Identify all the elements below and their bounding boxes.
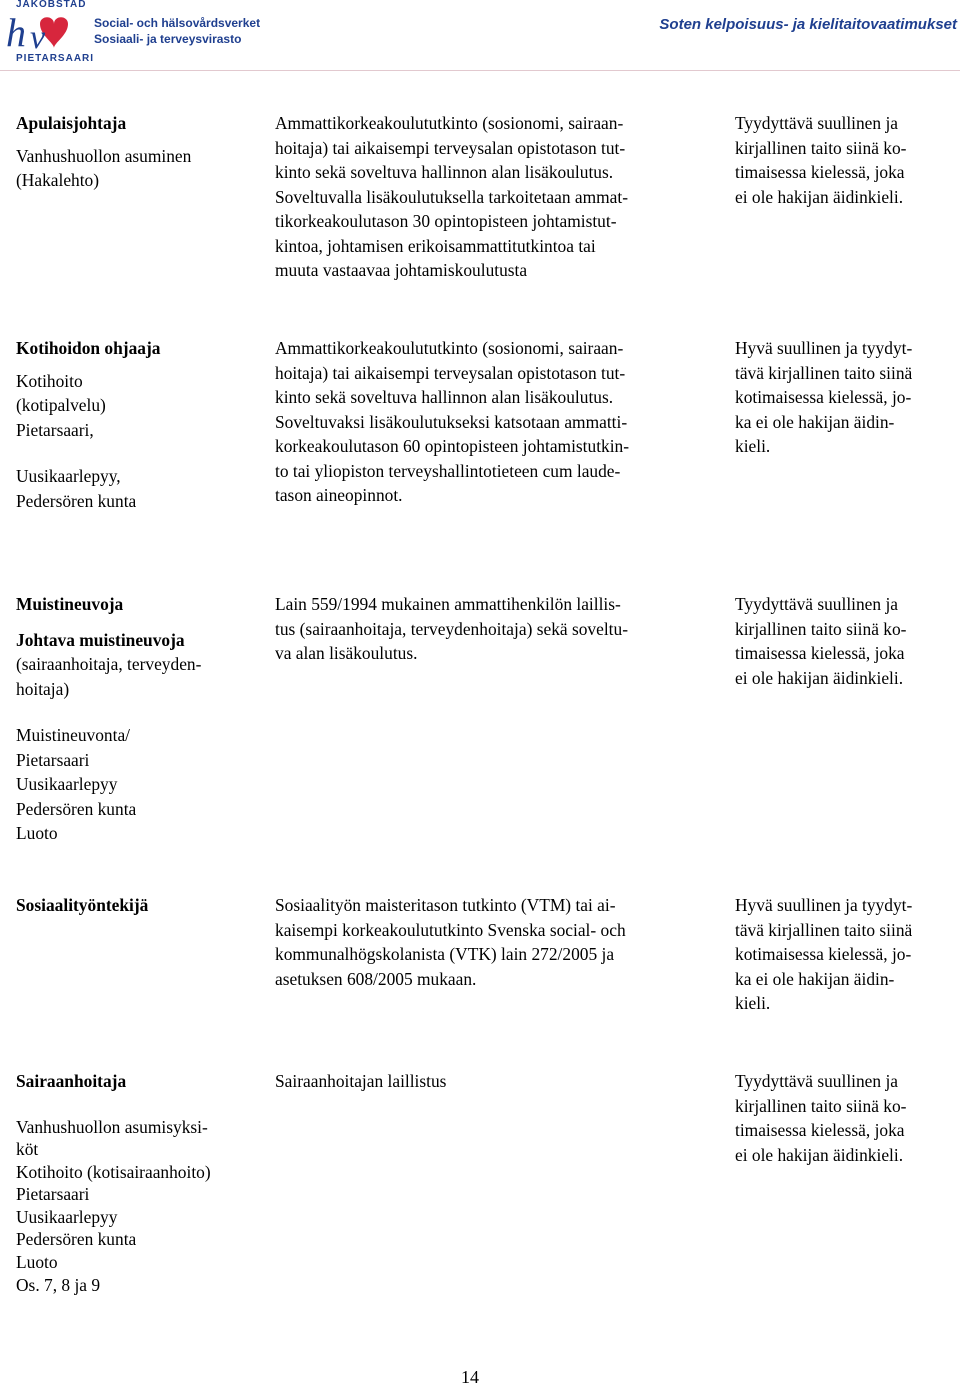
position-subtitle: Johtava muistineuvoja — [16, 629, 185, 650]
organization-name-swedish: Social- och hälsovårdsverket — [94, 16, 261, 30]
qualification-cell — [275, 111, 715, 283]
language-line: ei ole hakijan äidinkieli. — [735, 186, 904, 207]
language-line: ei ole hakijan äidinkieli. — [735, 667, 904, 688]
qualification-line: Sosiaalityön maisteritason tutkinto (VTM) tai ai- — [275, 895, 616, 915]
qualification-cell — [275, 336, 715, 508]
qualification-line: tikorkeakoulutason 30 opintopisteen johtamistut- — [275, 211, 617, 231]
qualification-line: va alan lisäkoulutus. — [275, 643, 418, 663]
qualification-line: hoitaja) tai aikaisempi terveysalan opistotason tut- — [275, 362, 626, 383]
language-line: kieli. — [735, 993, 771, 1013]
document-title: Soten kelpoisuus- ja kielitaitovaatimukset — [659, 16, 957, 33]
language-line: tävä kirjallinen taito siinä — [735, 919, 913, 940]
language-line: timaisessa kielessä, joka — [735, 1120, 905, 1140]
language-line: Tyydyttävä suullinen ja — [735, 1071, 898, 1091]
qualification-cell — [275, 592, 715, 666]
unit-line: Pietarsaari — [16, 1184, 90, 1205]
qualification-line: tason aineopinnot. — [275, 485, 403, 505]
language-line: kirjallinen taito siinä ko- — [735, 137, 907, 158]
logo-top-text: JAKOBSTAD — [16, 0, 87, 10]
unit-line: Pedersören kunta — [16, 798, 137, 819]
unit-line: (Hakalehto) — [16, 170, 100, 190]
qualification-line: to tai yliopiston terveyshallintotieteen cum laude- — [275, 460, 621, 481]
qualification-cell — [275, 1069, 715, 1094]
language-line: Hyvä suullinen ja tyydyt- — [735, 338, 913, 358]
qualification-line: korkeakoulutason 60 opintopisteen johtamistutkin- — [275, 436, 630, 456]
language-requirement-cell — [735, 1069, 960, 1167]
unit-line: Os. 7, 8 ja 9 — [16, 1274, 101, 1295]
position-cell — [16, 1069, 256, 1296]
position-cell — [16, 111, 256, 193]
unit-line: Luoto — [16, 1252, 58, 1273]
unit-line: Luoto — [16, 823, 58, 843]
unit-line: Muistineuvonta/ — [16, 725, 130, 745]
qualification-line: Ammattikorkeakoulututkinto (sosionomi, sairaan- — [275, 113, 624, 133]
qualification-line: Soveltuvalla lisäkoulutuksella tarkoitetaan ammat- — [275, 186, 629, 207]
unit-line: (sairaanhoitaja, terveyden- — [16, 654, 202, 674]
qualification-line: kinto sekä soveltuva hallinnon alan lisäkoulutus. — [275, 162, 614, 182]
qualification-line: muuta vastaavaa johtamiskoulutusta — [275, 260, 528, 280]
logo-bottom-text: PIETARSAARI — [16, 53, 95, 64]
unit-line: köt — [16, 1139, 39, 1160]
language-requirement-cell — [735, 336, 960, 459]
language-line: tävä kirjallinen taito siinä — [735, 362, 913, 383]
qualification-line: kintoa, johtamisen erikoisammattitutkintoa tai — [275, 235, 596, 256]
unit-line: Vanhushuollon asuminen — [16, 145, 192, 166]
position-cell — [16, 592, 256, 846]
svg-text:h: h — [6, 10, 26, 55]
unit-line: Kotihoito — [16, 370, 83, 391]
unit-line: Kotihoito (kotisairaanhoito) — [16, 1161, 211, 1182]
position-title: Sosiaalityöntekijä — [16, 895, 149, 915]
position-cell — [16, 893, 256, 918]
language-line: kirjallinen taito siinä ko- — [735, 1095, 907, 1116]
page-header — [0, 0, 960, 70]
svg-text:v: v — [30, 19, 46, 56]
qualification-line: Lain 559/1994 mukainen ammattihenkilön laillis- — [275, 594, 621, 614]
unit-line: Uusikaarlepyy, — [16, 466, 121, 486]
qualification-line: kommunalhögskolanista (VTK) lain 272/2005 ja — [275, 944, 615, 964]
position-title: Sairaanhoitaja — [16, 1071, 127, 1091]
qualification-line: hoitaja) tai aikaisempi terveysalan opistotason tut- — [275, 137, 626, 158]
language-line: Tyydyttävä suullinen ja — [735, 113, 898, 133]
page-number: 14 — [461, 1367, 479, 1387]
position-cell — [16, 336, 256, 513]
unit-line: Pietarsaari, — [16, 419, 94, 440]
header-divider — [0, 70, 960, 71]
position-title: Apulaisjohtaja — [16, 113, 127, 133]
qualification-line: Sairaanhoitajan laillistus — [275, 1071, 447, 1091]
qualification-line: Soveltuvaksi lisäkoulutukseksi katsotaan ammatti- — [275, 411, 628, 432]
unit-line: Vanhushuollon asumisyksi- — [16, 1116, 208, 1137]
organization-name-finnish: Sosiaali- ja terveysvirasto — [94, 32, 242, 46]
position-title: Muistineuvoja — [16, 594, 124, 614]
language-line: kotimaisessa kielessä, jo- — [735, 387, 912, 407]
heart-logo-icon — [2, 10, 92, 56]
unit-line: Uusikaarlepyy — [16, 1206, 118, 1227]
unit-line: Pedersören kunta — [16, 1229, 137, 1250]
language-line: kieli. — [735, 436, 771, 456]
language-line: timaisessa kielessä, joka — [735, 643, 905, 663]
language-requirement-cell — [735, 592, 960, 690]
qualification-line: kinto sekä soveltuva hallinnon alan lisäkoulutus. — [275, 387, 614, 407]
unit-line: Pedersören kunta — [16, 490, 137, 511]
unit-line: (kotipalvelu) — [16, 395, 106, 415]
organization-logo — [2, 0, 272, 66]
language-line: Tyydyttävä suullinen ja — [735, 594, 898, 614]
language-line: kirjallinen taito siinä ko- — [735, 618, 907, 639]
unit-line: Pietarsaari — [16, 749, 90, 770]
language-requirement-cell — [735, 893, 960, 1016]
language-line: ka ei ole hakijan äidin- — [735, 968, 895, 989]
unit-line: Uusikaarlepyy — [16, 774, 118, 794]
qualification-cell — [275, 893, 715, 991]
qualification-line: kaisempi korkeakoulututkinto Svenska social- och — [275, 919, 626, 940]
unit-line: hoitaja) — [16, 678, 70, 699]
language-line: ei ole hakijan äidinkieli. — [735, 1144, 904, 1165]
language-line: ka ei ole hakijan äidin- — [735, 411, 895, 432]
position-title: Kotihoidon ohjaaja — [16, 338, 161, 358]
language-requirement-cell — [735, 111, 960, 209]
language-line: Hyvä suullinen ja tyydyt- — [735, 895, 913, 915]
language-line: kotimaisessa kielessä, jo- — [735, 944, 912, 964]
language-line: timaisessa kielessä, joka — [735, 162, 905, 182]
qualification-line: Ammattikorkeakoulututkinto (sosionomi, sairaan- — [275, 338, 624, 358]
qualification-line: tus (sairaanhoitaja, terveydenhoitaja) sekä soveltu- — [275, 618, 628, 639]
qualification-line: asetuksen 608/2005 mukaan. — [275, 968, 477, 989]
